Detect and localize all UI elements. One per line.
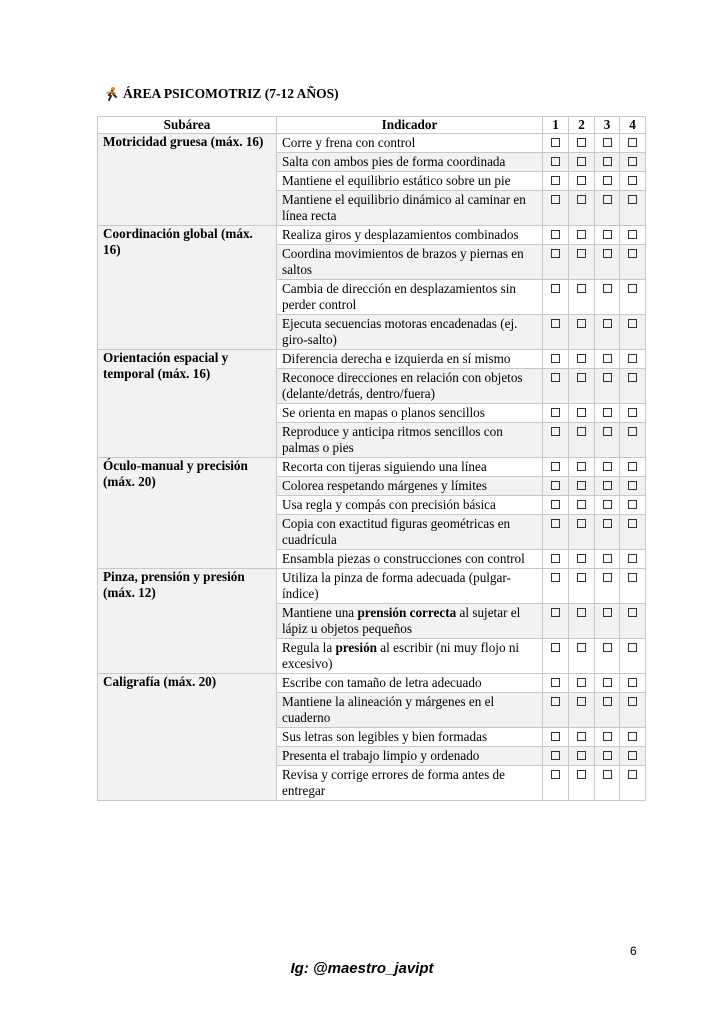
indicator-text: Diferencia derecha e izquierda en sí mismo — [282, 351, 511, 366]
checkbox[interactable] — [577, 500, 586, 509]
score-cell-2 — [569, 423, 595, 458]
score-cell-4 — [620, 693, 646, 728]
checkbox[interactable] — [577, 176, 586, 185]
score-cell-1 — [543, 604, 569, 639]
checkbox[interactable] — [577, 481, 586, 490]
checkbox[interactable] — [577, 462, 586, 471]
score-cell-1 — [543, 423, 569, 458]
checkbox[interactable] — [551, 678, 560, 687]
indicator-text: Escribe con tamaño de letra adecuado — [282, 675, 482, 690]
score-cell-2 — [569, 477, 595, 496]
checkbox[interactable] — [551, 408, 560, 417]
checkbox[interactable] — [577, 732, 586, 741]
score-cell-1 — [543, 191, 569, 226]
indicator-cell — [277, 639, 543, 674]
score-cell-1 — [543, 766, 569, 801]
score-cell-1 — [543, 496, 569, 515]
indicator-text-bold: presión — [335, 640, 377, 655]
score-cell-2 — [569, 747, 595, 766]
score-cell-1 — [543, 747, 569, 766]
score-cell-3 — [595, 404, 620, 423]
table-header-row — [98, 117, 646, 134]
score-cell-1 — [543, 315, 569, 350]
page-title — [103, 86, 339, 102]
checkbox[interactable] — [551, 176, 560, 185]
checkbox[interactable] — [551, 697, 560, 706]
score-cell-4 — [620, 280, 646, 315]
score-cell-4 — [620, 172, 646, 191]
checkbox[interactable] — [603, 643, 612, 652]
indicator-cell — [277, 350, 543, 369]
checkbox[interactable] — [628, 427, 637, 436]
checkbox[interactable] — [603, 697, 612, 706]
checkbox[interactable] — [577, 354, 586, 363]
checkbox[interactable] — [577, 573, 586, 582]
indicator-cell — [277, 134, 543, 153]
title-text: ÁREA PSICOMOTRIZ (7-12 AÑOS) — [123, 86, 339, 101]
indicator-text: Reproduce y anticipa ritmos sencillos con palmas o pies — [282, 424, 503, 455]
checkbox[interactable] — [603, 249, 612, 258]
score-cell-3 — [595, 569, 620, 604]
score-cell-3 — [595, 693, 620, 728]
indicator-cell — [277, 153, 543, 172]
checkbox[interactable] — [603, 751, 612, 760]
indicator-cell — [277, 604, 543, 639]
checkbox[interactable] — [603, 573, 612, 582]
indicator-text: Mantiene la alineación y márgenes en el cuaderno — [282, 694, 495, 725]
checkbox[interactable] — [577, 408, 586, 417]
checkbox[interactable] — [577, 157, 586, 166]
score-cell-3 — [595, 172, 620, 191]
checkbox[interactable] — [628, 697, 637, 706]
score-cell-3 — [595, 496, 620, 515]
page-number: 6 — [630, 944, 637, 958]
score-cell-3 — [595, 766, 620, 801]
score-cell-3 — [595, 153, 620, 172]
header-col-1: 1 — [543, 117, 569, 134]
checkbox[interactable] — [551, 138, 560, 147]
checkbox[interactable] — [628, 481, 637, 490]
table-row — [98, 226, 646, 245]
checkbox[interactable] — [551, 157, 560, 166]
checkbox[interactable] — [628, 176, 637, 185]
indicator-text: Revisa y corrige errores de forma antes de entregar — [282, 767, 505, 798]
score-cell-4 — [620, 350, 646, 369]
score-cell-1 — [543, 728, 569, 747]
score-cell-1 — [543, 172, 569, 191]
checkbox[interactable] — [603, 500, 612, 509]
checkbox[interactable] — [603, 481, 612, 490]
footer-handle: Ig: @maestro_javipt — [290, 960, 434, 977]
checkbox[interactable] — [603, 195, 612, 204]
checkbox[interactable] — [577, 678, 586, 687]
score-cell-4 — [620, 515, 646, 550]
checkbox[interactable] — [577, 230, 586, 239]
header-col-4: 4 — [620, 117, 646, 134]
score-cell-4 — [620, 766, 646, 801]
checkbox[interactable] — [603, 138, 612, 147]
checkbox[interactable] — [577, 697, 586, 706]
score-cell-4 — [620, 226, 646, 245]
table-row — [98, 569, 646, 604]
indicator-text: Colorea respetando márgenes y límites — [282, 478, 487, 493]
checkbox[interactable] — [628, 462, 637, 471]
checkbox[interactable] — [551, 319, 560, 328]
checkbox[interactable] — [551, 732, 560, 741]
score-cell-1 — [543, 134, 569, 153]
checkbox[interactable] — [577, 138, 586, 147]
score-cell-4 — [620, 191, 646, 226]
indicator-cell — [277, 496, 543, 515]
score-cell-2 — [569, 404, 595, 423]
score-cell-1 — [543, 639, 569, 674]
score-cell-4 — [620, 423, 646, 458]
checkbox[interactable] — [628, 408, 637, 417]
subarea-cell: Pinza, prensión y presión (máx. 12) — [98, 569, 277, 674]
score-cell-3 — [595, 134, 620, 153]
header-col-2: 2 — [569, 117, 595, 134]
subarea-cell: Motricidad gruesa (máx. 16) — [98, 134, 277, 226]
indicator-cell — [277, 226, 543, 245]
score-cell-2 — [569, 315, 595, 350]
checkbox[interactable] — [551, 249, 560, 258]
score-cell-4 — [620, 639, 646, 674]
score-cell-2 — [569, 674, 595, 693]
checkbox[interactable] — [577, 319, 586, 328]
indicator-text: Mantiene el equilibrio estático sobre un pie — [282, 173, 511, 188]
score-cell-4 — [620, 153, 646, 172]
table-row — [98, 350, 646, 369]
score-cell-4 — [620, 728, 646, 747]
score-cell-1 — [543, 515, 569, 550]
indicator-text: Ejecuta secuencias motoras encadenadas (ej. giro-salto) — [282, 316, 518, 347]
score-cell-3 — [595, 191, 620, 226]
score-cell-3 — [595, 458, 620, 477]
indicator-cell — [277, 369, 543, 404]
checkbox[interactable] — [603, 157, 612, 166]
indicator-cell — [277, 515, 543, 550]
score-cell-1 — [543, 369, 569, 404]
score-cell-3 — [595, 477, 620, 496]
indicator-cell — [277, 458, 543, 477]
score-cell-4 — [620, 404, 646, 423]
checkbox[interactable] — [628, 519, 637, 528]
indicator-cell — [277, 693, 543, 728]
score-cell-1 — [543, 693, 569, 728]
header-subarea: Subárea — [98, 117, 277, 134]
score-cell-3 — [595, 423, 620, 458]
score-cell-3 — [595, 639, 620, 674]
checkbox[interactable] — [603, 408, 612, 417]
score-cell-1 — [543, 226, 569, 245]
score-cell-4 — [620, 458, 646, 477]
indicator-text: Realiza giros y desplazamientos combinados — [282, 227, 519, 242]
checkbox[interactable] — [628, 751, 637, 760]
subarea-cell: Caligrafía (máx. 20) — [98, 674, 277, 801]
checkbox[interactable] — [628, 573, 637, 582]
score-cell-4 — [620, 496, 646, 515]
table-row — [98, 134, 646, 153]
score-cell-3 — [595, 550, 620, 569]
score-cell-4 — [620, 245, 646, 280]
indicator-cell — [277, 728, 543, 747]
score-cell-2 — [569, 369, 595, 404]
checkbox[interactable] — [551, 608, 560, 617]
indicator-cell — [277, 315, 543, 350]
score-cell-4 — [620, 550, 646, 569]
checkbox[interactable] — [628, 373, 637, 382]
header-indicador: Indicador — [277, 117, 543, 134]
score-cell-3 — [595, 315, 620, 350]
score-cell-3 — [595, 515, 620, 550]
indicator-text: Reconoce direcciones en relación con objetos (delante/detrás, dentro/fuera) — [282, 370, 523, 401]
checkbox[interactable] — [551, 230, 560, 239]
checkbox[interactable] — [551, 751, 560, 760]
running-person-icon — [103, 86, 119, 102]
score-cell-4 — [620, 674, 646, 693]
score-cell-2 — [569, 639, 595, 674]
score-cell-2 — [569, 226, 595, 245]
indicator-cell — [277, 550, 543, 569]
evaluation-table — [97, 116, 646, 801]
checkbox[interactable] — [603, 373, 612, 382]
checkbox[interactable] — [551, 519, 560, 528]
checkbox[interactable] — [577, 751, 586, 760]
score-cell-1 — [543, 458, 569, 477]
indicator-text-bold: prensión correcta — [357, 605, 457, 620]
score-cell-2 — [569, 191, 595, 226]
indicator-cell — [277, 191, 543, 226]
indicator-text: Mantiene una — [282, 605, 358, 620]
checkbox[interactable] — [628, 249, 637, 258]
checkbox[interactable] — [628, 554, 637, 563]
checkbox[interactable] — [628, 138, 637, 147]
score-cell-1 — [543, 404, 569, 423]
score-cell-3 — [595, 728, 620, 747]
indicator-cell — [277, 766, 543, 801]
checkbox[interactable] — [577, 608, 586, 617]
indicator-cell — [277, 172, 543, 191]
indicator-text: al escribir (ni muy flojo ni excesivo) — [282, 640, 520, 671]
indicator-cell — [277, 245, 543, 280]
checkbox[interactable] — [603, 554, 612, 563]
checkbox[interactable] — [551, 643, 560, 652]
checkbox[interactable] — [551, 481, 560, 490]
score-cell-2 — [569, 280, 595, 315]
checkbox[interactable] — [628, 770, 637, 779]
score-cell-3 — [595, 280, 620, 315]
score-cell-4 — [620, 477, 646, 496]
indicator-cell — [277, 404, 543, 423]
score-cell-3 — [595, 226, 620, 245]
score-cell-2 — [569, 153, 595, 172]
score-cell-3 — [595, 674, 620, 693]
checkbox[interactable] — [603, 427, 612, 436]
indicator-text: Usa regla y compás con precisión básica — [282, 497, 496, 512]
indicator-text: Cambia de dirección en desplazamientos sin perder control — [282, 281, 517, 312]
indicator-text: Se orienta en mapas o planos sencillos — [282, 405, 485, 420]
checkbox[interactable] — [551, 354, 560, 363]
checkbox[interactable] — [628, 284, 637, 293]
checkbox[interactable] — [603, 230, 612, 239]
score-cell-4 — [620, 369, 646, 404]
score-cell-3 — [595, 369, 620, 404]
checkbox[interactable] — [603, 732, 612, 741]
checkbox[interactable] — [577, 195, 586, 204]
checkbox[interactable] — [603, 519, 612, 528]
indicator-text: Copia con exactitud figuras geométricas en cuadrícula — [282, 516, 511, 547]
score-cell-2 — [569, 496, 595, 515]
score-cell-1 — [543, 550, 569, 569]
checkbox[interactable] — [577, 284, 586, 293]
subarea-cell: Óculo-manual y precisión (máx. 20) — [98, 458, 277, 569]
checkbox[interactable] — [551, 500, 560, 509]
checkbox[interactable] — [628, 643, 637, 652]
checkbox[interactable] — [628, 354, 637, 363]
indicator-text: Corre y frena con control — [282, 135, 416, 150]
checkbox[interactable] — [628, 608, 637, 617]
checkbox[interactable] — [551, 573, 560, 582]
indicator-text: Coordina movimientos de brazos y piernas en saltos — [282, 246, 524, 277]
score-cell-1 — [543, 280, 569, 315]
score-cell-2 — [569, 550, 595, 569]
checkbox[interactable] — [603, 608, 612, 617]
indicator-text: Mantiene el equilibrio dinámico al caminar en línea recta — [282, 192, 526, 223]
checkbox[interactable] — [577, 554, 586, 563]
table-row — [98, 674, 646, 693]
checkbox[interactable] — [577, 249, 586, 258]
score-cell-4 — [620, 747, 646, 766]
score-cell-1 — [543, 569, 569, 604]
checkbox[interactable] — [577, 427, 586, 436]
checkbox[interactable] — [603, 354, 612, 363]
indicator-text: Ensambla piezas o construcciones con control — [282, 551, 525, 566]
checkbox[interactable] — [551, 195, 560, 204]
indicator-cell — [277, 569, 543, 604]
score-cell-3 — [595, 245, 620, 280]
indicator-cell — [277, 477, 543, 496]
score-cell-2 — [569, 728, 595, 747]
table-row — [98, 458, 646, 477]
score-cell-3 — [595, 350, 620, 369]
score-cell-2 — [569, 515, 595, 550]
checkbox[interactable] — [628, 678, 637, 687]
checkbox[interactable] — [628, 195, 637, 204]
checkbox[interactable] — [603, 770, 612, 779]
score-cell-2 — [569, 604, 595, 639]
indicator-text: Recorta con tijeras siguiendo una línea — [282, 459, 487, 474]
checkbox[interactable] — [551, 554, 560, 563]
checkbox[interactable] — [603, 176, 612, 185]
indicator-text: al sujetar el lápiz u objetos pequeños — [282, 605, 521, 636]
checkbox[interactable] — [603, 284, 612, 293]
checkbox[interactable] — [551, 770, 560, 779]
checkbox[interactable] — [628, 732, 637, 741]
score-cell-2 — [569, 172, 595, 191]
score-cell-4 — [620, 604, 646, 639]
checkbox[interactable] — [551, 284, 560, 293]
score-cell-2 — [569, 458, 595, 477]
checkbox[interactable] — [551, 427, 560, 436]
indicator-cell — [277, 423, 543, 458]
checkbox[interactable] — [628, 500, 637, 509]
indicator-cell — [277, 674, 543, 693]
indicator-text: Salta con ambos pies de forma coordinada — [282, 154, 506, 169]
indicator-text: Presenta el trabajo limpio y ordenado — [282, 748, 480, 763]
score-cell-1 — [543, 153, 569, 172]
checkbox[interactable] — [603, 462, 612, 471]
subarea-cell: Coordinación global (máx. 16) — [98, 226, 277, 350]
table-body — [98, 134, 646, 801]
checkbox[interactable] — [603, 678, 612, 687]
score-cell-1 — [543, 350, 569, 369]
score-cell-3 — [595, 604, 620, 639]
score-cell-2 — [569, 693, 595, 728]
checkbox[interactable] — [577, 643, 586, 652]
checkbox[interactable] — [628, 157, 637, 166]
score-cell-1 — [543, 477, 569, 496]
indicator-text: Sus letras son legibles y bien formadas — [282, 729, 488, 744]
indicator-text: Utiliza la pinza de forma adecuada (pulgar-índice) — [282, 570, 511, 601]
checkbox[interactable] — [577, 519, 586, 528]
checkbox[interactable] — [628, 230, 637, 239]
checkbox[interactable] — [603, 319, 612, 328]
checkbox[interactable] — [551, 462, 560, 471]
checkbox[interactable] — [551, 373, 560, 382]
score-cell-4 — [620, 134, 646, 153]
subarea-cell: Orientación espacial y temporal (máx. 16) — [98, 350, 277, 458]
indicator-cell — [277, 747, 543, 766]
checkbox[interactable] — [577, 373, 586, 382]
score-cell-4 — [620, 569, 646, 604]
checkbox[interactable] — [577, 770, 586, 779]
score-cell-1 — [543, 674, 569, 693]
score-cell-2 — [569, 569, 595, 604]
score-cell-2 — [569, 766, 595, 801]
indicator-text: Regula la — [282, 640, 336, 655]
header-col-3: 3 — [595, 117, 620, 134]
score-cell-2 — [569, 245, 595, 280]
score-cell-2 — [569, 134, 595, 153]
score-cell-4 — [620, 315, 646, 350]
score-cell-3 — [595, 747, 620, 766]
score-cell-2 — [569, 350, 595, 369]
score-cell-1 — [543, 245, 569, 280]
checkbox[interactable] — [628, 319, 637, 328]
indicator-cell — [277, 280, 543, 315]
